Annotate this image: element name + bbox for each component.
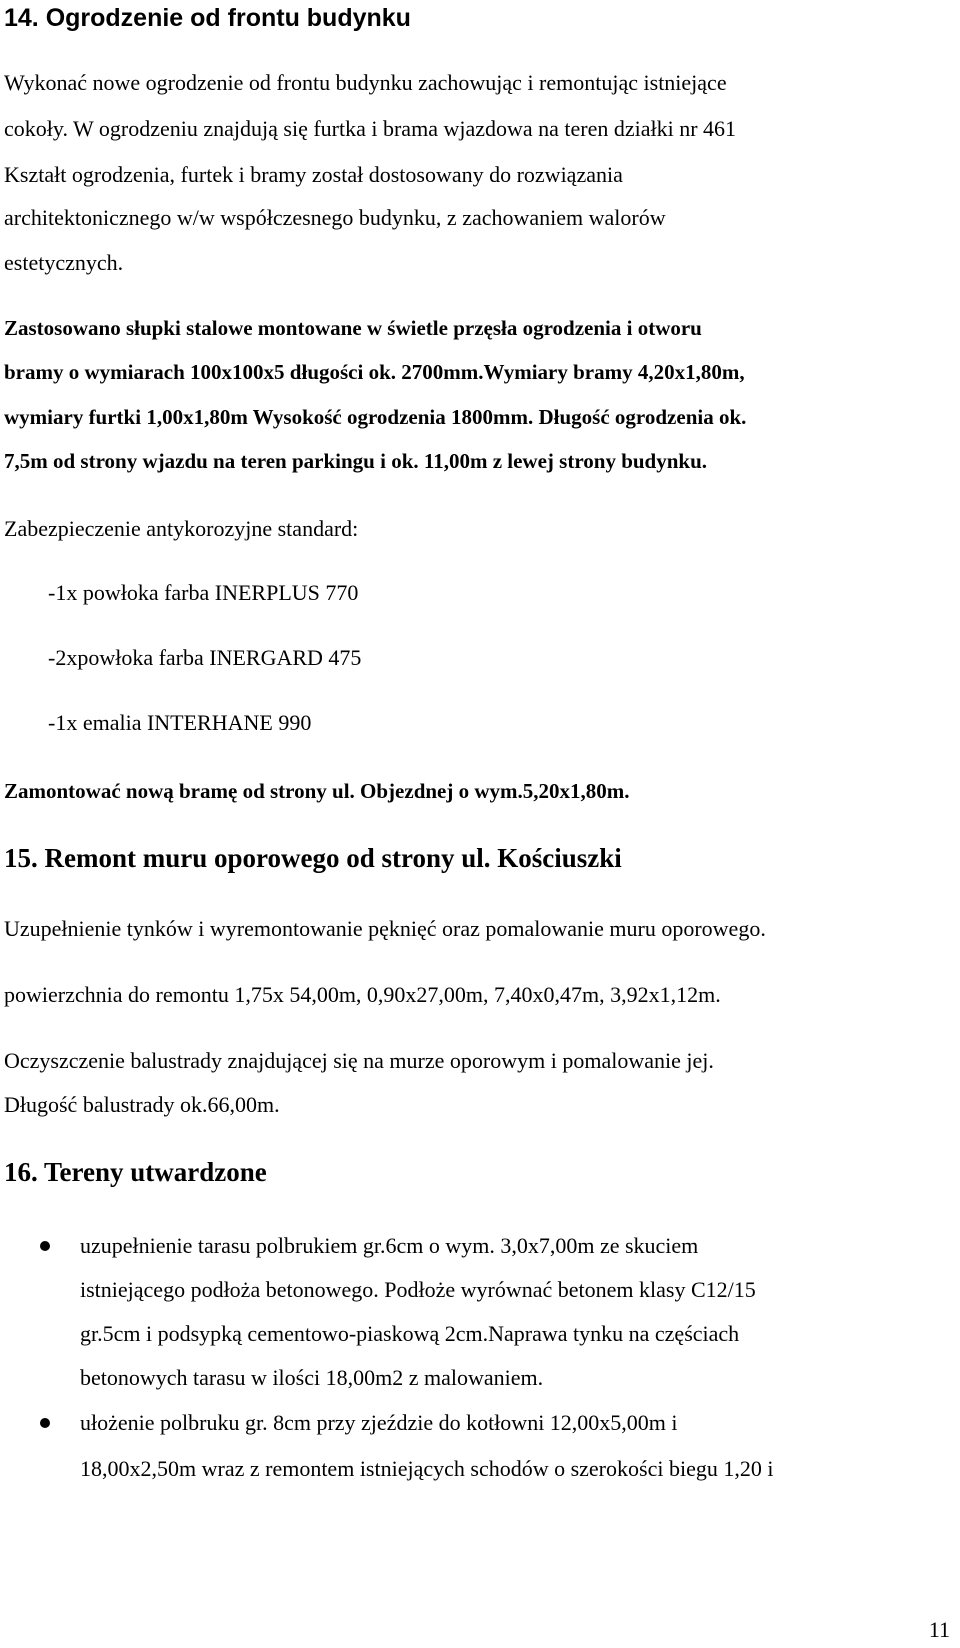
intro-line-4: architektonicznego w/w współczesnego budynku, z zachowaniem walorów (4, 205, 666, 230)
section-16-heading: 16. Tereny utwardzone (4, 1157, 267, 1187)
protection-title: Zabezpieczenie antykorozyjne standard: (4, 516, 359, 541)
intro-line-3: Kształt ogrodzenia, furtek i bramy został dostosowany do rozwiązania (4, 162, 623, 187)
section-15-heading: 15. Remont muru oporowego od strony ul. Kościuszki (4, 843, 622, 873)
section-15-para-3-line-1: Oczyszczenie balustrady znajdującej się na murze oporowym i pomalowanie jej. (4, 1048, 714, 1073)
bullet-2-line-1: ułożenie polbruku gr. 8cm przy zjeździe do kotłowni 12,00x5,00m i (80, 1410, 678, 1435)
bullet-icon (40, 1241, 50, 1251)
bullet-1-line-3: gr.5cm i podsypką cementowo-piaskową 2cm.Naprawa tynku na częściach (80, 1321, 740, 1346)
gate-note: Zamontować nową bramę od strony ul. Objezdnej o wym.5,20x1,80m. (4, 779, 630, 803)
intro-line-5: estetycznych. (4, 250, 124, 275)
spec-line-2: bramy o wymiarach 100x100x5 długości ok. 2700mm.Wymiary bramy 4,20x1,80m, (4, 360, 745, 384)
intro-line-1: Wykonać nowe ogrodzenie od frontu budynku zachowując i remontując istniejące (4, 70, 727, 95)
spec-line-4: 7,5m od strony wjazdu na teren parkingu i ok. 11,00m z lewej strony budynku. (4, 449, 708, 473)
protection-item-3: -1x emalia INTERHANE 990 (48, 710, 312, 735)
section-15-para-3-line-2: Długość balustrady ok.66,00m. (4, 1092, 280, 1117)
bullet-1-line-2: istniejącego podłoża betonowego. Podłoże wyrównać betonem klasy C12/15 (80, 1277, 756, 1302)
page-number: 11 (928, 1617, 950, 1642)
bullet-2-line-2: 18,00x2,50m wraz z remontem istniejących schodów o szerokości biegu 1,20 i (80, 1456, 774, 1481)
bullet-1-line-4: betonowych tarasu w ilości 18,00m2 z malowaniem. (80, 1365, 544, 1390)
protection-item-1: -1x powłoka farba INERPLUS 770 (48, 580, 359, 605)
bullet-1-line-1: uzupełnienie tarasu polbrukiem gr.6cm o wym. 3,0x7,00m ze skuciem (80, 1233, 699, 1258)
section-15-para-1: Uzupełnienie tynków i wyremontowanie pęknięć oraz pomalowanie muru oporowego. (4, 916, 766, 941)
spec-line-1: Zastosowano słupki stalowe montowane w świetle przęsła ogrodzenia i otworu (4, 316, 702, 340)
bullet-icon (40, 1418, 50, 1428)
spec-line-3: wymiary furtki 1,00x1,80m Wysokość ogrodzenia 1800mm. Długość ogrodzenia ok. (4, 405, 747, 429)
section-14-heading: 14. Ogrodzenie od frontu budynku (4, 4, 411, 32)
intro-line-2: cokoły. W ogrodzeniu znajdują się furtka i brama wjazdowa na teren działki nr 461 (4, 116, 737, 141)
protection-item-2: -2xpowłoka farba INERGARD 475 (48, 645, 362, 670)
section-15-para-2: powierzchnia do remontu 1,75x 54,00m, 0,90x27,00m, 7,40x0,47m, 3,92x1,12m. (4, 982, 721, 1007)
